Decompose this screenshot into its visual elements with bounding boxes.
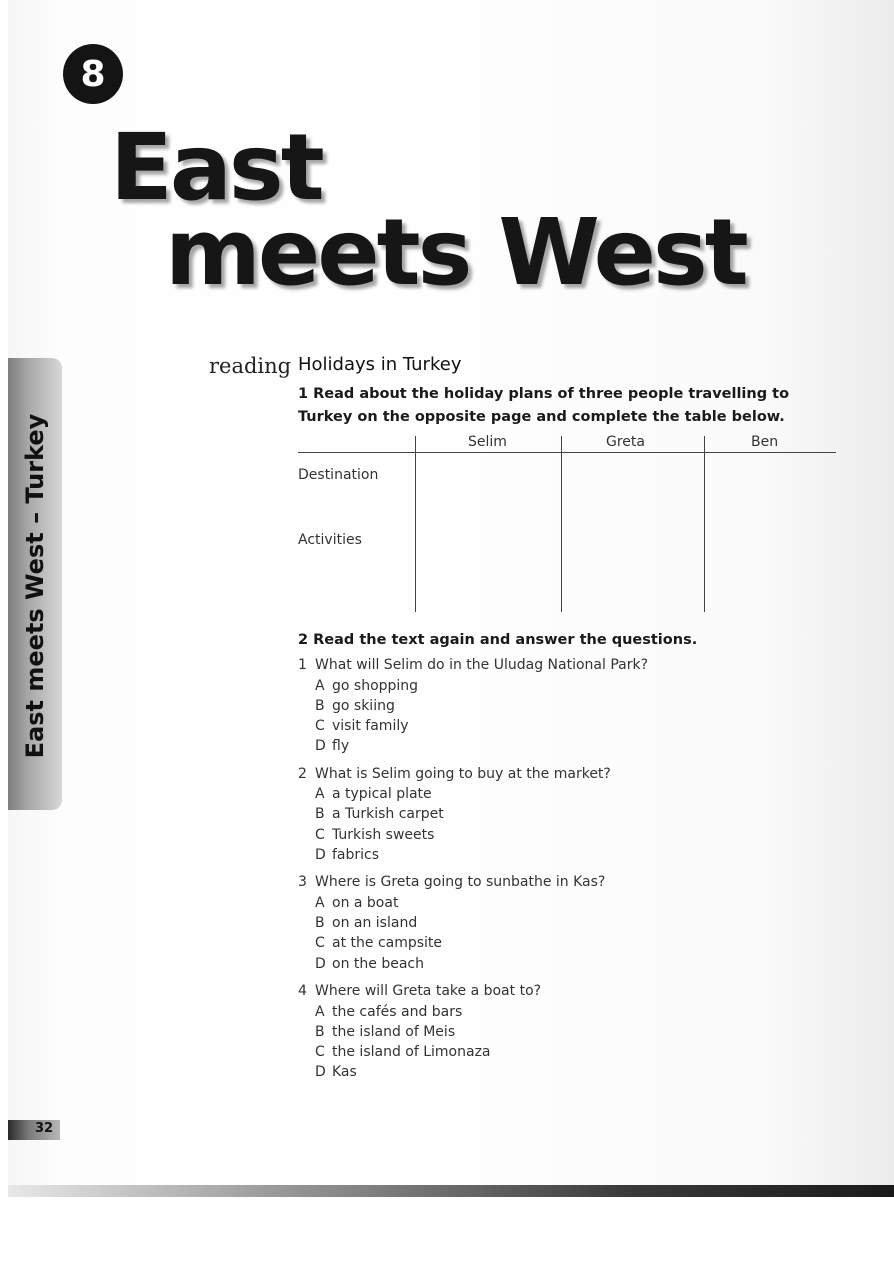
answer-option: D fly bbox=[315, 738, 350, 755]
answer-option: D fabrics bbox=[315, 847, 380, 864]
holiday-table bbox=[298, 432, 836, 614]
chapter-title-line1: East bbox=[110, 114, 322, 221]
answer-option: A the cafés and bars bbox=[315, 1003, 463, 1020]
question bbox=[298, 981, 648, 1083]
column-header-ben: Ben bbox=[751, 434, 779, 450]
answer-option: C at the campsite bbox=[315, 935, 443, 952]
question-number: 2 bbox=[298, 765, 307, 782]
answer-option: A a typical plate bbox=[315, 786, 432, 803]
answer-option: D Kas bbox=[315, 1064, 357, 1081]
table-column-divider bbox=[704, 436, 705, 612]
section-title: Holidays in Turkey bbox=[298, 354, 462, 375]
question bbox=[298, 764, 648, 866]
answer-option: A on a boat bbox=[315, 894, 399, 911]
answer-option: B a Turkish carpet bbox=[315, 806, 444, 823]
page-edge-shadow bbox=[8, 1185, 894, 1197]
answer-option: C Turkish sweets bbox=[315, 826, 435, 843]
question-number: 4 bbox=[298, 983, 307, 1000]
answer-option: B the island of Meis bbox=[315, 1023, 456, 1040]
chapter-number-badge: 8 bbox=[63, 44, 123, 104]
answer-option: A go shopping bbox=[315, 677, 419, 694]
exercise2-instruction: 2 Read the text again and answer the questions. bbox=[298, 632, 698, 648]
chapter-title-line2: meets West bbox=[165, 199, 746, 306]
question-text: Where is Greta going to sunbathe in Kas? bbox=[315, 874, 606, 891]
column-header-selim: Selim bbox=[468, 434, 507, 450]
question bbox=[298, 655, 648, 757]
page-number: 32 bbox=[35, 1121, 54, 1136]
question-text: What is Selim going to buy at the market? bbox=[315, 765, 611, 782]
table-column-divider bbox=[415, 436, 416, 612]
table-header-rule bbox=[298, 452, 836, 453]
answer-option: B on an island bbox=[315, 915, 418, 932]
question-number: 3 bbox=[298, 874, 307, 891]
answer-option: C visit family bbox=[315, 718, 409, 735]
question-text: Where will Greta take a boat to? bbox=[315, 983, 542, 1000]
column-header-greta: Greta bbox=[606, 434, 645, 450]
question-text: What will Selim do in the Uludag National Park? bbox=[315, 657, 648, 673]
table-column-divider bbox=[561, 436, 562, 612]
question-number: 1 bbox=[298, 657, 307, 673]
answer-option: D on the beach bbox=[315, 955, 424, 972]
section-label: reading bbox=[209, 354, 292, 378]
row-label-destination: Destination bbox=[298, 467, 379, 483]
question bbox=[298, 872, 648, 974]
row-label-activities: Activities bbox=[298, 532, 362, 548]
answer-option: B go skiing bbox=[315, 697, 395, 714]
question-list bbox=[298, 655, 648, 1090]
side-tab-label: East meets West – Turkey bbox=[21, 413, 49, 759]
exercise1-instruction: 1 Read about the holiday plans of three people travelling to Turkey on the opposite page and complete the table below. bbox=[298, 386, 790, 425]
answer-option: C the island of Limonaza bbox=[315, 1044, 491, 1061]
